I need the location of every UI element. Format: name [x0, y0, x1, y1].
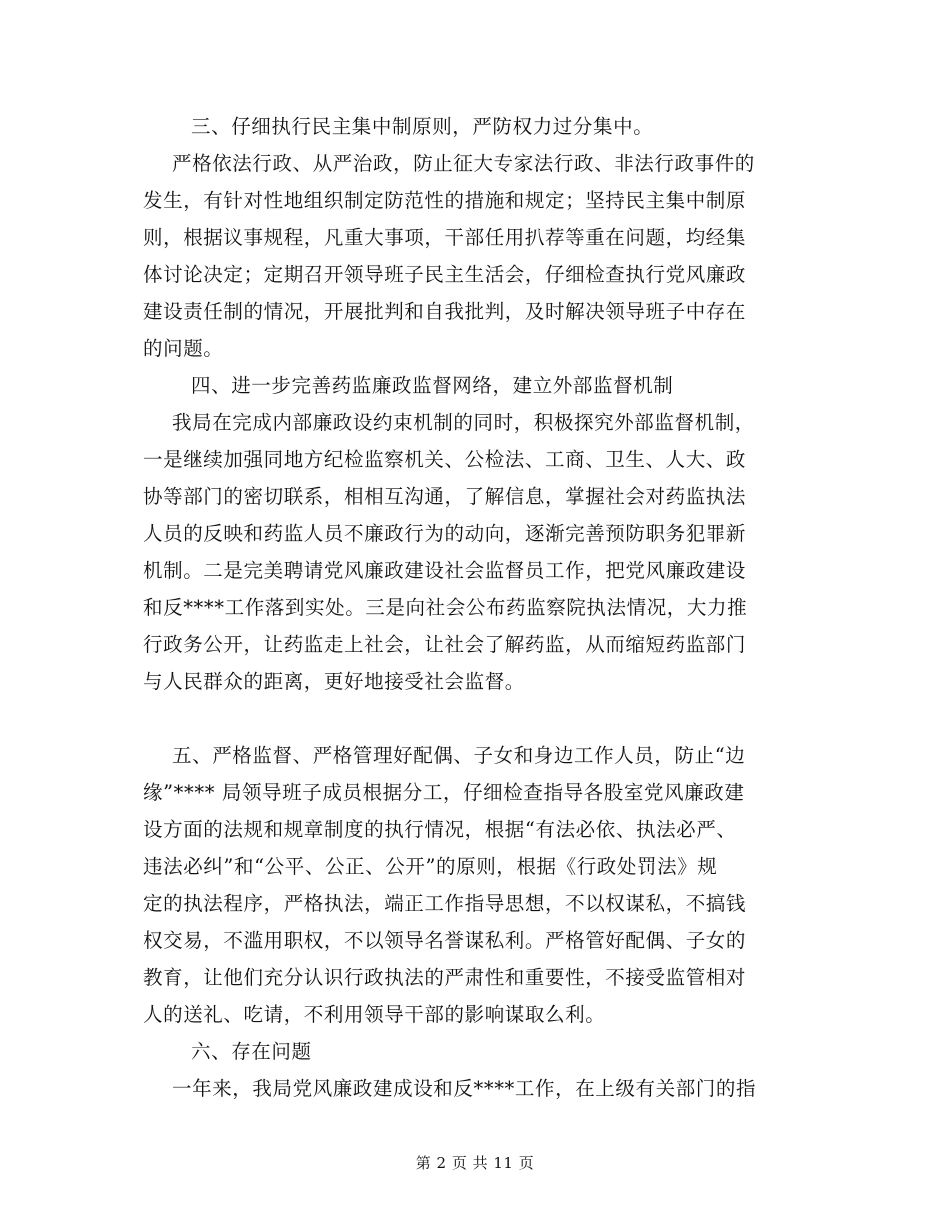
paragraph-line: 缘”**** 局领导班子成员根据分工，仔细检查指导各股室党风廉政建 [143, 781, 745, 804]
section-heading-3: 三、仔细执行民主集中制原则，严防权力过分集中。 [191, 115, 654, 138]
paragraph-line: 人员的反映和药监人员不廉政行为的动向，逐渐完善预防职务犯罪新 [143, 522, 747, 545]
section-heading-4: 四、进一步完善药监廉政监督网络，建立外部监督机制 [191, 374, 674, 397]
paragraph-line: 机制。二是完美聘请党风廉政建设社会监督员工作，把党风廉政建设 [143, 559, 747, 582]
paragraph-line: 体讨论决定；定期召开领导班子民主生活会，仔细检查执行党风廉政 [143, 263, 747, 286]
page-number-footer: 第 2 页 共 11 页 [415, 1154, 535, 1172]
paragraph-line: 发生，有针对性地组织制定防范性的措施和规定；坚持民主集中制原 [143, 189, 747, 212]
paragraph-line: 则，根据议事规程，凡重大事项，干部任用扒荐等重在问题，均经集 [143, 226, 747, 249]
paragraph-line: 严格依法行政、从严治政，防止征大专家法行政、非法行政事件的 [172, 152, 755, 175]
paragraph-line: 我局在完成内部廉政设约束机制的同时，积极探究外部监督机制， [172, 411, 755, 434]
section-heading-6: 六、存在问题 [191, 1040, 312, 1063]
paragraph-line: 和反****工作落到实处。三是向社会公布药监察院执法情况，大力推 [143, 596, 748, 619]
paragraph-line: 权交易，不滥用职权，不以领导名誉谋私利。严格管好配偶、子女的 [143, 929, 747, 952]
paragraph-line: 教育，让他们充分认识行政执法的严肃性和重要性，不接受监管相对 [143, 966, 747, 989]
paragraph-line: 建设责任制的情况，开展批判和自我批判，及时解决领导班子中存在 [143, 300, 747, 323]
paragraph-line: 违法必纠”和“公平、公正、公开”的原则，根据《行政处罚法》规 [143, 855, 718, 878]
paragraph-line: 与人民群众的距离，更好地接受社会监督。 [143, 670, 525, 693]
paragraph-line: 定的执法程序，严格执法，端正工作指导思想，不以权谋私，不搞钱 [143, 892, 747, 915]
paragraph-line: 一是继续加强同地方纪检监察机关、公检法、工商、卫生、人大、政 [143, 448, 747, 471]
paragraph-line: 的问题。 [143, 337, 224, 360]
paragraph-line: 协等部门的密切联系，相相互沟通，了解信息，掌握社会对药监执法 [143, 485, 747, 508]
section-heading-5: 五、严格监督、严格管理好配偶、子女和身边工作人员，防止“边 [172, 744, 746, 767]
paragraph-line: 行政务公开，让药监走上社会，让社会了解药监，从而缩短药监部门 [143, 633, 747, 656]
paragraph-line: 一年来，我局党风廉政建成设和反****工作，在上级有关部门的指 [172, 1077, 757, 1100]
paragraph-line: 设方面的法规和规章制度的执行情况，根据“有法必依、执法必严、 [143, 818, 737, 841]
paragraph-line: 人的送礼、吃请，不利用领导干部的影响谋取么利。 [143, 1003, 606, 1026]
